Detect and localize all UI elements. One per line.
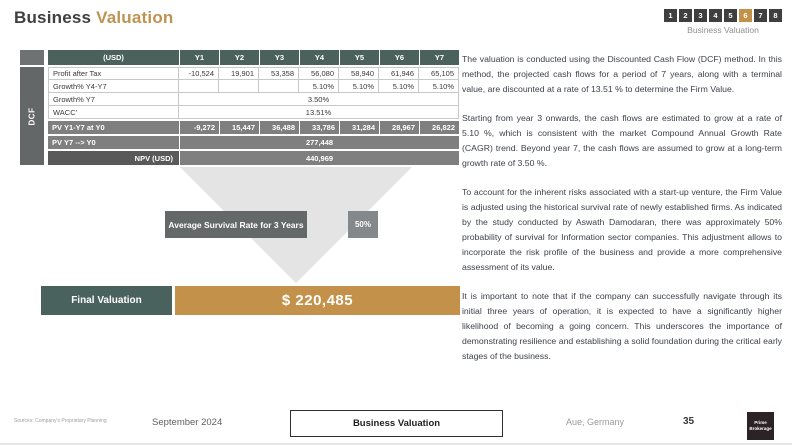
dcf-side-label-text: DCF (27, 107, 37, 125)
survival-rate-label: Average Survival Rate for 3 Years (165, 211, 307, 238)
commentary-paragraph: Starting from year 3 onwards, the cash flows are estimated to grow at a rate of 5.10 %, which is consistent with the market Compound Annual Growth Rate (CAGR) trend. Beyond year 7, the cash flows are assumed to grow at a long-term growth rate of 3.50 %. (462, 113, 782, 168)
page-box-7[interactable]: 7 (754, 9, 767, 22)
pagination-boxes (664, 9, 782, 22)
column-header: Y2 (220, 50, 259, 65)
table-cell (179, 80, 219, 93)
table-cell-span: 3.50% (179, 93, 459, 106)
column-header: Y3 (260, 50, 299, 65)
page-number: 35 (683, 416, 695, 427)
table-cell (259, 80, 299, 93)
table-cell: -9,272 (180, 121, 219, 134)
table-cell: 15,447 (220, 121, 259, 134)
table-cell: 61,946 (379, 67, 419, 80)
column-header: (USD) (48, 50, 179, 65)
commentary-paragraph: To account for the inherent risks associated with a start-up venture, the Firm Value is adjusted using the historical survival rate of newly established firms. As indicated by the study conducted by Aswath Damodaran, there was approximately 50% probability of survival for Information sector companies. This adjustment allows to incorporate the risk profile of the business and provide a more comprehensive assessment of its value. (462, 187, 782, 272)
table-cell: 19,901 (219, 67, 259, 80)
row-label: PV Y1-Y7 at Y0 (48, 121, 179, 134)
table-corner-block (20, 50, 44, 65)
column-header: Y1 (180, 50, 219, 65)
commentary (462, 52, 782, 378)
page-box-3[interactable]: 3 (694, 9, 707, 22)
logo-line1: Prime (754, 420, 767, 425)
table-cell: -10,524 (179, 67, 219, 80)
row-label: Profit after Tax (48, 67, 179, 80)
dcf-table (48, 50, 459, 165)
table-cell-span: 277,448 (180, 136, 459, 149)
row-label: PV Y7 --> Y0 (48, 136, 179, 149)
table-cell: 5.10% (379, 80, 419, 93)
page-box-2[interactable]: 2 (679, 9, 692, 22)
page-box-4[interactable]: 4 (709, 9, 722, 22)
row-label: WACC' (48, 106, 179, 119)
table-header-row (48, 50, 459, 65)
page-box-8[interactable]: 8 (769, 9, 782, 22)
table-cell: 36,488 (260, 121, 299, 134)
table-row (48, 93, 459, 106)
row-label: NPV (USD) (48, 151, 179, 165)
row-label: Growth% Y4-Y7 (48, 80, 179, 93)
dcf-side-label (20, 67, 44, 165)
commentary-paragraph: The valuation is conducted using the Discounted Cash Flow (DCF) method. In this method, the projected cash flows for a period of 7 years, along with a terminal value, are discounted at a rate of 13.51 % to determine the Firm Value. (462, 54, 782, 94)
column-header: Y7 (420, 50, 459, 65)
table-cell: 31,284 (340, 121, 379, 134)
column-header: Y5 (340, 50, 379, 65)
table-cell: 58,940 (339, 67, 379, 80)
table-row (48, 151, 459, 165)
commentary-paragraph: It is important to note that if the company can successfully navigate through its initial three years of operation, it is expected to have a significantly higher likelihood of becoming a going concern. This underscores the importance of demonstrating resilience and establishing a solid foundation during the critical early stages of the business. (462, 291, 782, 361)
page-box-5[interactable]: 5 (724, 9, 737, 22)
page-title (14, 8, 174, 28)
table-cell: 28,967 (380, 121, 419, 134)
page-title-primary: Business (14, 8, 92, 27)
slide-pagination (664, 9, 782, 35)
row-label: Growth% Y7 (48, 93, 179, 106)
table-row (48, 136, 459, 149)
table-cell: 5.10% (299, 80, 339, 93)
column-header: Y6 (380, 50, 419, 65)
table-cell: 53,358 (259, 67, 299, 80)
table-row (48, 106, 459, 119)
sources-note: Sources: Company's Proprietary Planning (14, 418, 107, 424)
table-row (48, 67, 459, 80)
final-valuation-label: Final Valuation (41, 286, 172, 315)
section-button[interactable]: Business Valuation (290, 410, 503, 437)
table-cell: 5.10% (419, 80, 459, 93)
final-valuation-value: $ 220,485 (175, 286, 460, 315)
table-cell: 26,822 (420, 121, 459, 134)
logo-line2: Brokerage (749, 426, 772, 431)
company-logo (747, 412, 774, 440)
pagination-section-label: Business Valuation (687, 25, 759, 35)
table-row (48, 80, 459, 93)
table-cell: 33,786 (300, 121, 339, 134)
table-cell-span: 440,969 (180, 151, 459, 165)
column-header: Y4 (300, 50, 339, 65)
table-cell: 56,080 (299, 67, 339, 80)
table-cell-span: 13.51% (179, 106, 459, 119)
table-cell (219, 80, 259, 93)
table-cell: 5.10% (339, 80, 379, 93)
page-box-6[interactable]: 6 (739, 9, 752, 22)
footer-date: September 2024 (152, 417, 223, 428)
table-row (48, 121, 459, 134)
footer-location: Aue, Germany (566, 417, 625, 427)
table-body (48, 67, 459, 165)
page-title-accent: Valuation (96, 8, 174, 27)
table-cell: 65,105 (419, 67, 459, 80)
survival-rate-value: 50% (348, 211, 378, 238)
page-box-1[interactable]: 1 (664, 9, 677, 22)
